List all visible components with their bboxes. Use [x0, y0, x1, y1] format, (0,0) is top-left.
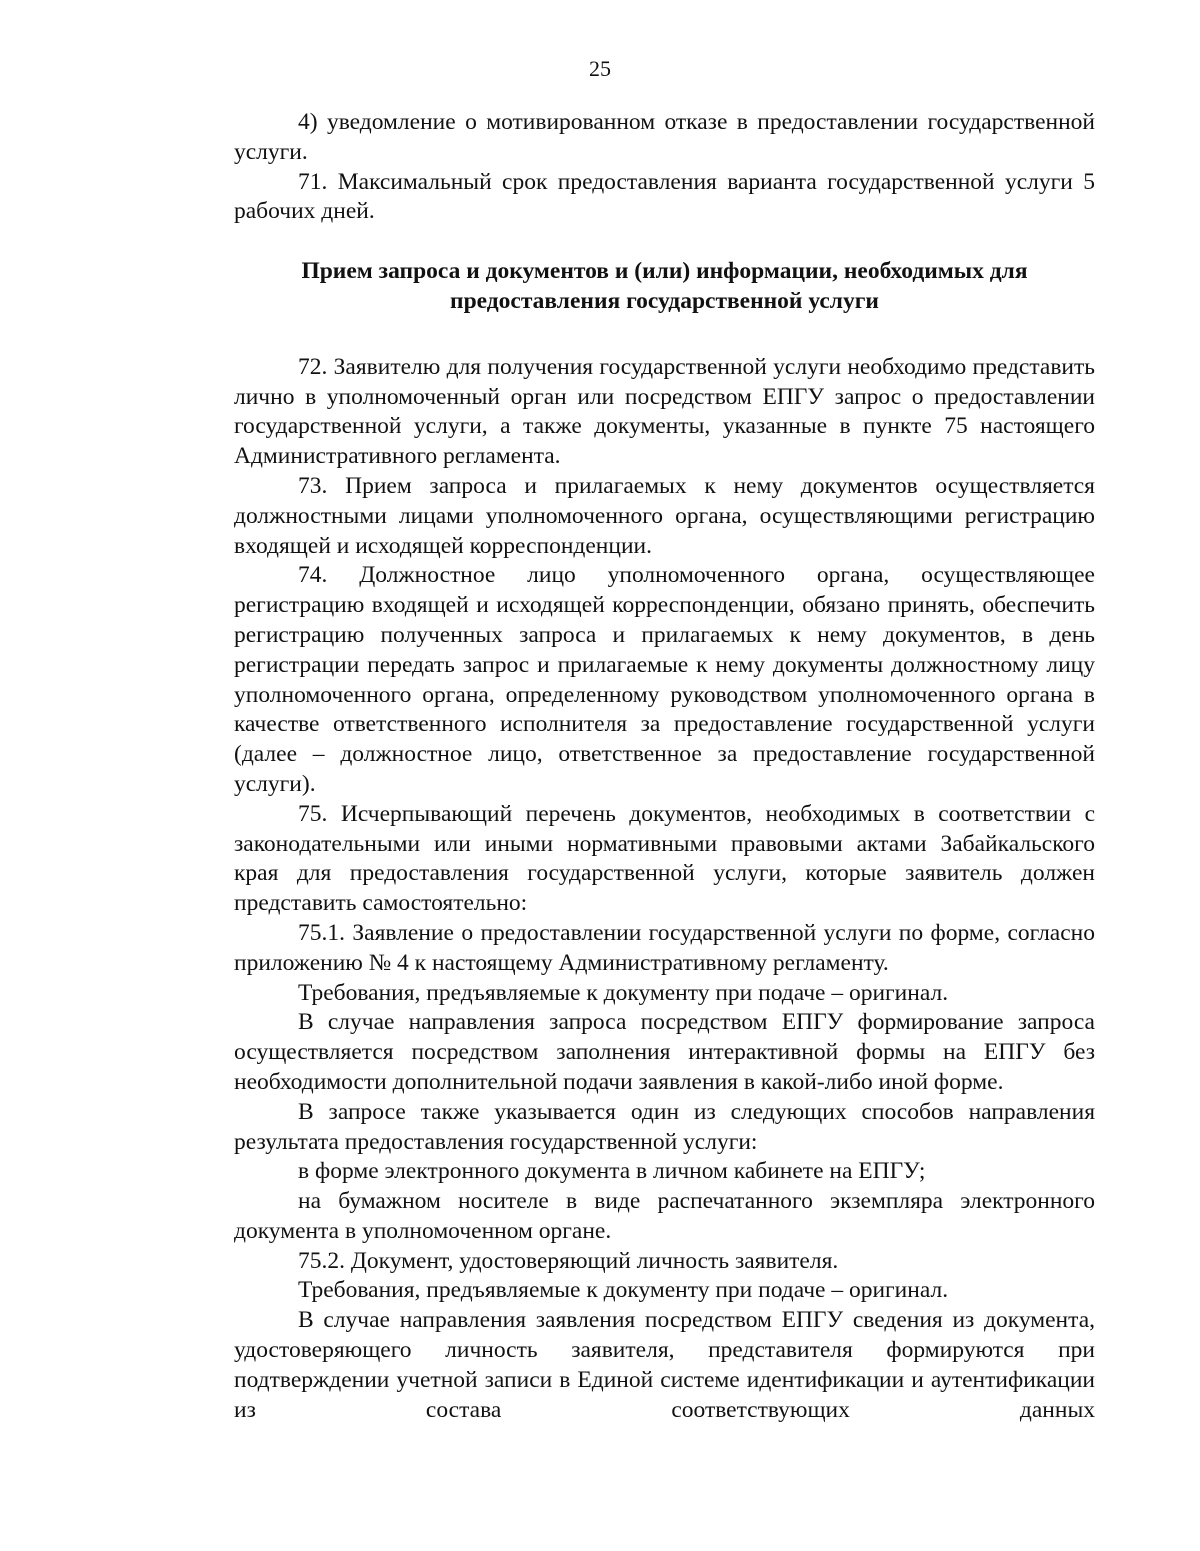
page-number: 25: [589, 56, 611, 81]
paragraph-72: 72. Заявителю для получения государственной услуги необходимо представить лично в уполномоченный орган или посредством ЕПГУ запрос о предоставлении государственной услуги, а также документы, указанные в пункте 75 настоящего Административного регламента.: [234, 353, 1095, 470]
paragraph-4-notice: 4) уведомление о мотивированном отказе в предоставлении государственной услуги.: [234, 109, 1095, 165]
paragraph-requirements-2: Требования, предъявляемые к документу при подаче – оригинал.: [298, 1277, 949, 1304]
paragraph-electronic-form: в форме электронного документа в личном кабинете на ЕПГУ;: [298, 1158, 926, 1185]
paragraph-75: 75. Исчерпывающий перечень документов, необходимых в соответствии с законодательными или иными нормативными правовыми актами Забайкальского края для предоставления государственной услуги, которые заявитель должен представить самостоятельно:: [234, 800, 1095, 917]
paragraph-epgu-identity: В случае направления заявления посредством ЕПГУ сведения из документа, удостоверяющего личность заявителя, представителя формируются при подтверждении учетной записи в Единой системе идентификации и аутентификации из состава соответствующих данных: [234, 1307, 1095, 1423]
document-body: [234, 108, 1095, 1425]
paragraph-paper-form: на бумажном носителе в виде распечатанного экземпляра электронного документа в уполномоченном органе.: [234, 1188, 1095, 1244]
paragraph-epgu-request: В случае направления запроса посредством ЕПГУ формирование запроса осуществляется посредством заполнения интерактивной формы на ЕПГУ без необходимости дополнительной подачи заявления в какой-либо иной форме.: [234, 1009, 1095, 1095]
paragraph-75-2: 75.2. Документ, удостоверяющий личность заявителя.: [298, 1247, 839, 1274]
paragraph-73: 73. Прием запроса и прилагаемых к нему документов осуществляется должностными лицами уполномоченного органа, осуществляющими регистрацию входящей и исходящей корреспонденции.: [234, 472, 1095, 559]
paragraph-75-1: 75.1. Заявление о предоставлении государственной услуги по форме, согласно приложению № 4 к настоящему Административному регламенту.: [234, 919, 1095, 976]
paragraph-74: 74. Должностное лицо уполномоченного органа, осуществляющее регистрацию входящей и исходящей корреспонденции, обязано принять, обеспечить регистрацию полученных запроса и прилагаемых к нему документов, в день регистрации передать запрос и прилагаемые к нему документы должностному лицу уполномоченного органа, определенному руководством уполномоченного органа в качестве ответственного исполнителя за предоставление государственной услуги (далее – должностное лицо, ответственное за предоставление государственной услуги).: [234, 562, 1095, 797]
section-heading-line2: предоставления государственной услуги: [450, 287, 879, 314]
paragraph-71: 71. Максимальный срок предоставления варианта государственной услуги 5 рабочих дней.: [234, 168, 1095, 225]
section-heading: [234, 257, 1095, 317]
paragraph-requirements-1: Требования, предъявляемые к документу при подаче – оригинал.: [298, 979, 949, 1006]
section-heading-line1: Прием запроса и документов и (или) информации, необходимых для: [301, 258, 1028, 285]
paragraph-delivery-methods: В запросе также указывается один из следующих способов направления результата предоставления государственной услуги:: [234, 1098, 1095, 1155]
